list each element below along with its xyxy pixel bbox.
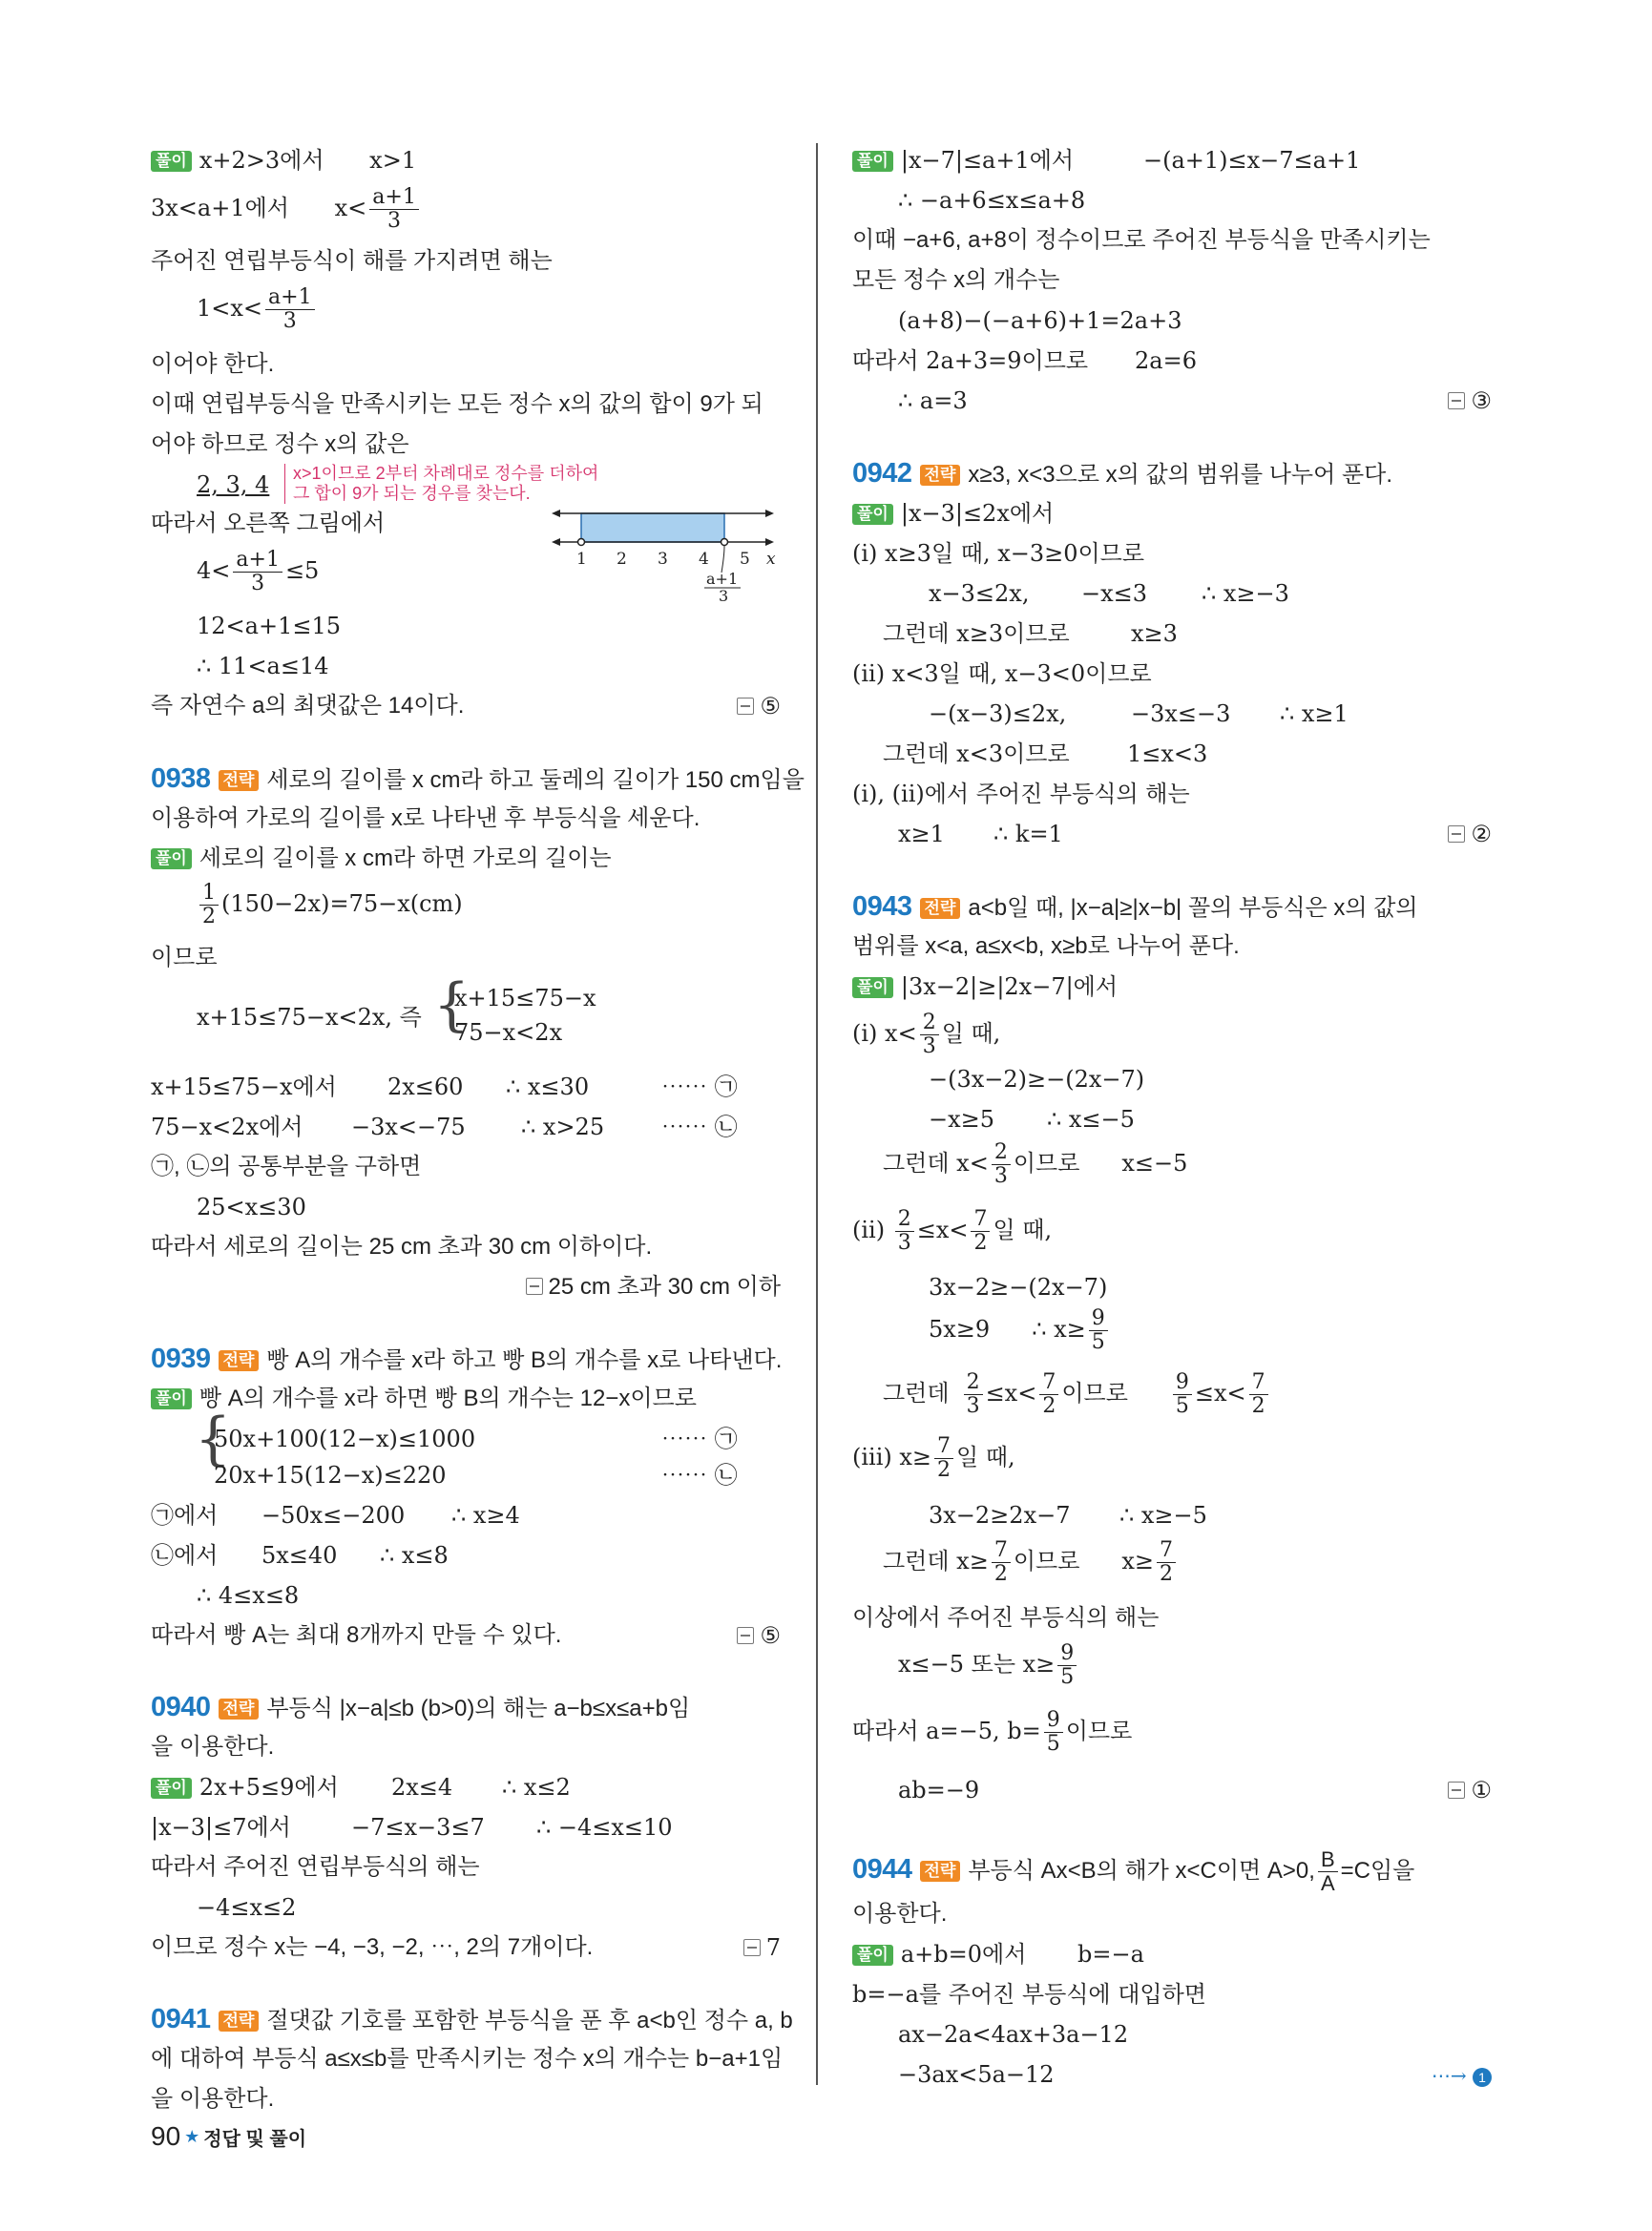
text-line: 풀이 2x+5≤9에서 2x≤4 ∴ x≤2 [151,1772,339,1803]
problem-number: 0941 [151,2004,211,2034]
text-line: −(3x−2)≥−(2x−7) [929,1066,1145,1093]
text-line: x+15≤75−x에서 2x≤60 ∴ x≤30 ⋯⋯ ㉠ [151,1074,738,1100]
number-line-figure [552,496,781,601]
answer-icon [737,1627,754,1644]
problem-number: 0938 [151,763,211,794]
text-line: 이상에서 주어진 부등식의 해는 [852,1605,1160,1631]
upper-arrow-left [552,510,560,517]
answer: 25 cm 초과 30 cm 이하 [526,1272,781,1303]
answer-icon [526,1278,543,1295]
text-line: −x≥5 ∴ x≤−5 [929,1106,1135,1133]
text-line: 범위를 x<a, a≤x<b, x≥b로 나누어 푼다. [852,933,1240,959]
answer: ⑤ [737,1620,781,1651]
text-line: 에 대하여 부등식 a≤x≤b를 만족시키는 정수 x의 개수는 b−a+1임 [151,2046,784,2072]
text-line: x+15≤75−x<2x, 즉 [197,1004,422,1031]
text-line: (ii) x<3일 때, x−3<0이므로 [852,660,1152,687]
strategy-badge: 전략 [219,770,260,791]
upper-arrow-right [765,510,774,517]
text-line: 5x≥9 ∴ x≥ $\frac{9}{5}$ [929,1307,1111,1354]
text-line: 풀이 a+b=0에서 b=−a [852,1939,1026,1970]
text-line: x−3≤2x, −x≤3 ∴ x≥−3 [929,580,1289,607]
answer: 7 [743,1932,781,1963]
text-line: 모든 정수 x의 개수는 [852,267,1060,293]
text-line: 이때 −a+6, a+8이 정수이므로 주어진 부등식을 만족시키는 [852,227,1431,253]
text-line: 이용하여 가로의 길이를 x로 나타낸 후 부등식을 세운다. [151,805,701,831]
text-line: 어야 하므로 정수 x의 값은 [151,431,409,457]
text-line: 따라서 주어진 연립부등식의 해는 [151,1854,480,1880]
text-line: 이때 연립부등식을 만족시키는 모든 정수 x의 값의 합이 9가 되 [151,391,763,417]
case-header: (iii) x≥ $\frac{7}{2}$ 일 때, [852,1434,1015,1482]
text-line: 1<x< $\frac{a+1}{3}$ [197,286,318,333]
text-line: 풀이 |3x−2|≥|2x−7|에서 [852,971,1118,1002]
text-line: ∴ 11<a≤14 [197,653,329,679]
footer-label: 정답 및 풀이 [203,2129,307,2150]
star-icon: ★ [184,2127,200,2146]
fraction: $\frac{a+1}{3}$ [265,286,315,333]
fraction: $\frac{1}{2}$ [199,882,219,928]
solution-badge: 풀이 [151,1388,192,1409]
case-header: (i) x< $\frac{2}{3}$ 일 때, [852,1011,1001,1058]
problem-number: 0943 [852,891,912,922]
system-brace: { [195,1406,232,1472]
text-line: ㉠에서 −50x≤−200 ∴ x≥4 [151,1502,520,1529]
bound-label-num: a+1 [706,570,739,588]
text-line: 이므로 [151,945,218,970]
text-line: 75−x<2x에서 −3x<−75 ∴ x>25 ⋯⋯ ㉡ [151,1114,738,1140]
text-line: 즉 자연수 a의 최댓값은 14이다. [151,693,465,719]
solution-badge: 풀이 [852,151,893,172]
solution-badge: 풀이 [151,151,192,172]
problem-header: 0939 전략 빵 A의 개수를 x라 하고 빵 B의 개수를 x로 나타낸다. [151,1344,783,1374]
solution-badge: 풀이 [852,504,893,525]
problem-header: 0941 전략 절댓값 기호를 포함한 부등식을 푼 후 a<b인 정수 a, b [151,2004,793,2034]
equation-marker: ⋯⋯ ㉡ [661,1462,738,1489]
text-line: 그런데 $\frac{2}{3}$ ≤x< $\frac{7}{2}$ 이므로 $\frac{9}{5}$ ≤x< $\frac{7}{2}$ [883,1371,1271,1418]
solution-badge: 풀이 [151,1778,192,1799]
problem-header: 0943 전략 a<b일 때, |x−a|≥|x−b| 꼴의 부등식은 x의 값의 [852,891,1418,922]
text-line: ax−2a<4ax+3a−12 [898,2021,1129,2048]
fraction: $\frac{a+1}{3}$ [369,186,419,233]
text-line: 3x−2≥2x−7 ∴ x≥−5 [929,1502,1207,1529]
solution-badge: 풀이 [151,848,192,869]
tick-label: 4 [699,550,709,569]
tick-label: 1 [576,550,587,569]
strategy-badge: 전략 [219,1699,260,1720]
text-line: −4≤x≤2 [197,1894,297,1921]
strategy-badge: 전략 [920,898,961,919]
answer: ① [1448,1775,1492,1805]
problem-number: 0939 [151,1344,211,1374]
text-line: 그런데 x<3이므로 1≤x<3 [883,740,1208,767]
margin-note: x>1이므로 2부터 차례대로 정수를 더하여 그 합이 9가 되는 경우를 찾는다. [284,464,598,504]
text-line: −(x−3)≤2x, −3x≤−3 ∴ x≥1 [929,700,1349,727]
problem-number: 0940 [151,1692,211,1722]
problem-header: 0944 전략 부등식 Ax<B의 해가 x<C이면 A>0, $\frac{B}{A}$ =C임을 [852,1847,1415,1895]
answer-icon [1448,1782,1465,1799]
text-line: −3ax<5a−12 [898,2061,1055,2088]
open-point [578,539,585,546]
solution-badge: 풀이 [852,977,893,998]
text-line: 을 이용한다. [151,2086,275,2112]
text-line: 이용한다. [852,1901,948,1927]
solution-region [581,513,724,542]
page-footer [151,2121,306,2152]
text-line: 4< $\frac{a+1}{3}$ ≤5 [197,548,320,595]
text-line: 그런데 x≥3이므로 x≥3 [883,620,1178,647]
text-line: (i), (ii)에서 주어진 부등식의 해는 [852,781,1190,807]
answer-icon [1448,825,1465,843]
text-line: 12<a+1≤15 [197,613,341,639]
problem-header: 0942 전략 x≥3, x<3으로 x의 값의 범위를 나누어 푼다. [852,458,1392,489]
text-line: x≥1 ∴ k=1 [898,821,1063,847]
text-line: 따라서 세로의 길이는 25 cm 초과 30 cm 이하이다. [151,1234,653,1260]
continue-marker: ⋯→ 1 [1432,2064,1492,2087]
text-line: 이어야 한다. [151,351,275,377]
answer-icon [1448,392,1465,409]
text-line: ㉡에서 5x≤40 ∴ x≤8 [151,1542,449,1569]
open-point [721,539,728,546]
strategy-badge: 전략 [920,465,961,486]
axis-arrow-right [765,538,774,546]
answer: ③ [1448,386,1492,416]
column-divider [816,143,818,2085]
answer-icon [737,698,754,715]
text-line: ㉠, ㉡의 공통부분을 구하면 [151,1154,422,1179]
text-line: ab=−9 [898,1777,980,1804]
text-line: ∴ 4≤x≤8 [197,1582,300,1609]
text-line: 25<x≤30 [197,1194,306,1220]
text-line: 풀이 x+2>3에서 x>1 [151,145,416,176]
text-line: 풀이 |x−3|≤2x에서 [852,498,1054,529]
tick-label: 2 [617,550,627,569]
problem-number: 0944 [852,1853,912,1885]
fraction: $\frac{a+1}{3}$ [233,549,282,595]
text-line: 그런데 x≥ $\frac{7}{2}$ 이므로 x≥ $\frac{7}{2}$ [883,1539,1179,1586]
underlined-values: 2, 3, 4 [197,471,270,498]
strategy-badge: 전략 [219,1350,260,1371]
text-line: 풀이 세로의 길이를 x cm라 하면 가로의 길이는 [151,844,612,874]
problem-number: 0942 [852,458,912,489]
answer: ⑤ [737,691,781,721]
text-line: 3x<a+1에서 x< $\frac{a+1}{3}$ [151,186,422,233]
answer: ② [1448,819,1492,849]
case-header: (ii) $\frac{2}{3}$ ≤x< $\frac{7}{2}$ 일 때, [852,1207,1053,1255]
tick-label: 5 [740,550,750,569]
system-line: x+15≤75−x [454,985,596,1011]
equation-marker: ⋯⋯ ㉠ [661,1426,738,1452]
text-line: 을 이용한다. [151,1734,275,1760]
text-line: 이므로 정수 x는 −4, −3, −2, ⋯, 2의 7개이다. [151,1934,594,1960]
system-line: 20x+15(12−x)≤220 [214,1462,447,1489]
strategy-badge: 전략 [219,2011,260,2032]
text-line: 그런데 x< $\frac{2}{3}$ 이므로 x≤−5 [883,1140,1188,1188]
text-line: 따라서 2a+3=9이므로 2a=6 [852,347,1197,374]
problem-header: 0938 전략 세로의 길이를 x cm라 하고 둘레의 길이가 150 cm임을 [151,763,805,794]
text-line: 주어진 연립부등식이 해를 가지려면 해는 [151,248,553,274]
text-line: 따라서 빵 A는 최대 8개까지 만들 수 있다. [151,1622,562,1648]
system-brace: { [433,971,471,1038]
text-line: 풀이 |x−7|≤a+1에서 −(a+1)≤x−7≤a+1 [852,145,1074,176]
answer-icon [743,1939,761,1956]
system-line: 75−x<2x [454,1019,563,1046]
text-line: (a+8)−(−a+6)+1=2a+3 [898,307,1182,334]
system-line: 50x+100(12−x)≤1000 [214,1426,476,1452]
text-line: 풀이 빵 A의 개수를 x라 하면 빵 B의 개수는 12−x이므로 [151,1384,697,1414]
text-line: 따라서 오른쪽 그림에서 [151,511,386,536]
text-line: x≤−5 또는 x≥ $\frac{9}{5}$ [898,1642,1079,1689]
text-line: |x−3|≤7에서 −7≤x−3≤7 ∴ −4≤x≤10 [151,1814,673,1841]
text-line: ∴ −a+6≤x≤a+8 [898,187,1086,214]
strategy-badge: 전략 [920,1861,961,1882]
text-line: 따라서 a=−5, b= $\frac{9}{5}$ 이므로 [852,1708,1133,1756]
axis-arrow-left [552,538,560,546]
text-line: (i) x≥3일 때, x−3≥0이므로 [852,540,1145,567]
bound-label-den: 3 [719,587,729,601]
text-line: 3x−2≥−(2x−7) [929,1274,1108,1301]
text-line: $\frac{1}{2}$ (150−2x)=75−x(cm) [197,882,463,928]
solution-badge: 풀이 [852,1945,893,1966]
page-number: 90 [151,2121,181,2151]
tick-label: 3 [658,550,668,569]
problem-header: 0940 전략 부등식 |x−a|≤b (b>0)의 해는 a−b≤x≤a+b임 [151,1692,691,1722]
text-line: b=−a를 주어진 부등식에 대입하면 [852,1981,1206,2008]
axis-var-label: x [766,550,776,569]
text-line: ∴ a=3 [898,387,968,414]
